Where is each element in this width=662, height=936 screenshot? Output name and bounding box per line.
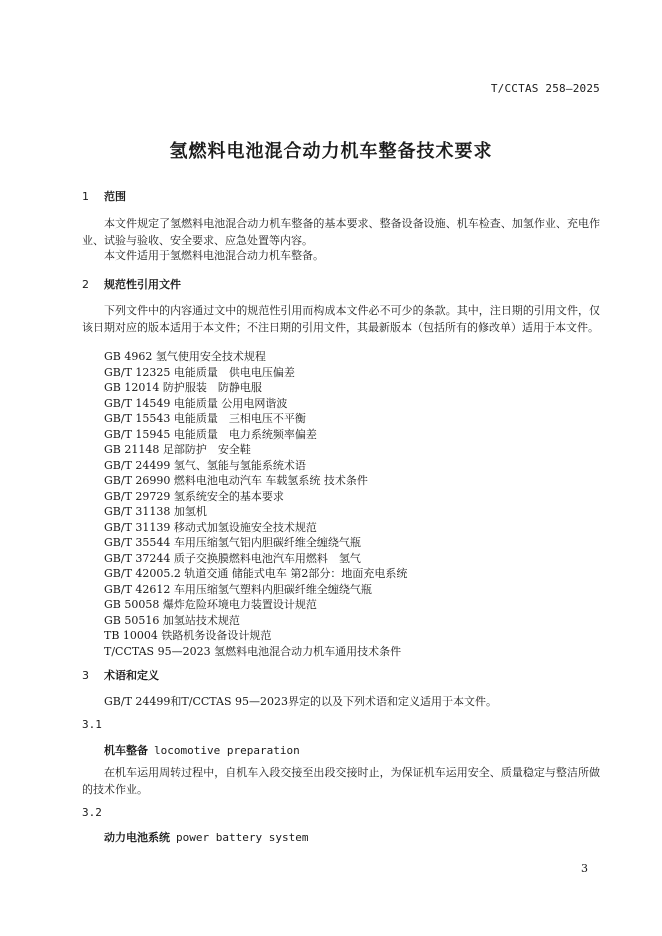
- reference-item: GB/T 24499 氢气、氢能与氢能系统术语: [104, 458, 306, 472]
- term-chinese: 机车整备: [104, 744, 148, 757]
- page-number: 3: [581, 862, 588, 875]
- reference-item: GB 50516 加氢站技术规范: [104, 613, 240, 627]
- reference-item: GB 21148 足部防护 安全鞋: [104, 443, 251, 456]
- section-2-heading: [82, 276, 181, 292]
- reference-item: GB 50058 爆炸危险环境电力装置设计规范: [104, 598, 317, 611]
- standard-number: T/CCTAS 258—2025: [490, 82, 600, 95]
- term-3-1: [104, 742, 300, 758]
- reference-item: GB/T 42005.2 轨道交通 储能式电车 第2部分：地面充电系统: [104, 567, 408, 580]
- reference-item: TB 10004 铁路机务设备设计规范: [104, 629, 272, 642]
- reference-item: GB/T 37244 质子交换膜燃料电池汽车用燃料 氢气: [104, 551, 361, 565]
- terms-intro: GB/T 24499和T/CCTAS 95—2023界定的以及下列术语和定义适用于本文件。: [104, 695, 497, 708]
- term-english: locomotive preparation: [154, 744, 300, 757]
- section-title: 规范性引用文件: [104, 278, 181, 291]
- section-title: 术语和定义: [104, 669, 159, 682]
- normative-references-intro: 下列文件中的内容通过文中的规范性引用而构成本文件必不可少的条款。其中，注日期的引用文件，仅该日期对应的版本适用于本文件；不注日期的引用文件，其最新版本（包括所有的修改单）适用于本文件。: [82, 304, 600, 334]
- term-3-2: [104, 829, 308, 845]
- reference-item: GB/T 29729 氢系统安全的基本要求: [104, 489, 284, 503]
- reference-item: GB/T 14549 电能质量 公用电网谐波: [104, 396, 288, 410]
- term-3-1-definition: 在机车运用周转过程中，自机车入段交接至出段交接时止，为保证机车运用安全、质量稳定与整洁所做的技术作业。: [82, 766, 600, 796]
- reference-item: GB 4962 氢气使用安全技术规程: [104, 350, 266, 363]
- document-title: 氢燃料电池混合动力机车整备技术要求: [169, 141, 493, 162]
- reference-item: GB/T 26990 燃料电池电动汽车 车载氢系统 技术条件: [104, 474, 368, 487]
- term-english: power battery system: [176, 831, 309, 844]
- reference-item: GB/T 42612 车用压缩氢气塑料内胆碳纤维全缠绕气瓶: [104, 582, 372, 596]
- reference-list: [104, 349, 407, 659]
- section-3-heading: [82, 667, 159, 683]
- section-number: 1: [82, 190, 89, 203]
- reference-item: GB/T 15543 电能质量 三相电压不平衡: [104, 412, 306, 425]
- reference-item: GB/T 31138 加氢机: [104, 505, 207, 518]
- section-number: 3: [82, 669, 89, 682]
- scope-paragraph-2: 本文件适用于氢燃料电池混合动力机车整备。: [104, 249, 324, 262]
- section-number: 2: [82, 278, 89, 291]
- clause-3-1-number: 3.1: [82, 718, 102, 731]
- scope-paragraph-1: 本文件规定了氢燃料电池混合动力机车整备的基本要求、整备设备设施、机车检查、加氢作业、充电作业、试验与验收、安全要求、应急处置等内容。: [82, 217, 600, 247]
- term-chinese: 动力电池系统: [104, 831, 170, 844]
- section-1-heading: [82, 188, 126, 204]
- reference-item: GB/T 35544 车用压缩氢气铝内胆碳纤维全缠绕气瓶: [104, 536, 361, 549]
- reference-item: GB/T 15945 电能质量 电力系统频率偏差: [104, 427, 317, 441]
- reference-item: T/CCTAS 95—2023 氢燃料电池混合动力机车通用技术条件: [104, 644, 402, 658]
- section-title: 范围: [104, 190, 126, 203]
- clause-3-2-number: 3.2: [82, 806, 102, 819]
- reference-item: GB/T 31139 移动式加氢设施安全技术规范: [104, 520, 317, 534]
- reference-item: GB 12014 防护服装 防静电服: [104, 381, 262, 394]
- reference-item: GB/T 12325 电能质量 供电电压偏差: [104, 365, 295, 379]
